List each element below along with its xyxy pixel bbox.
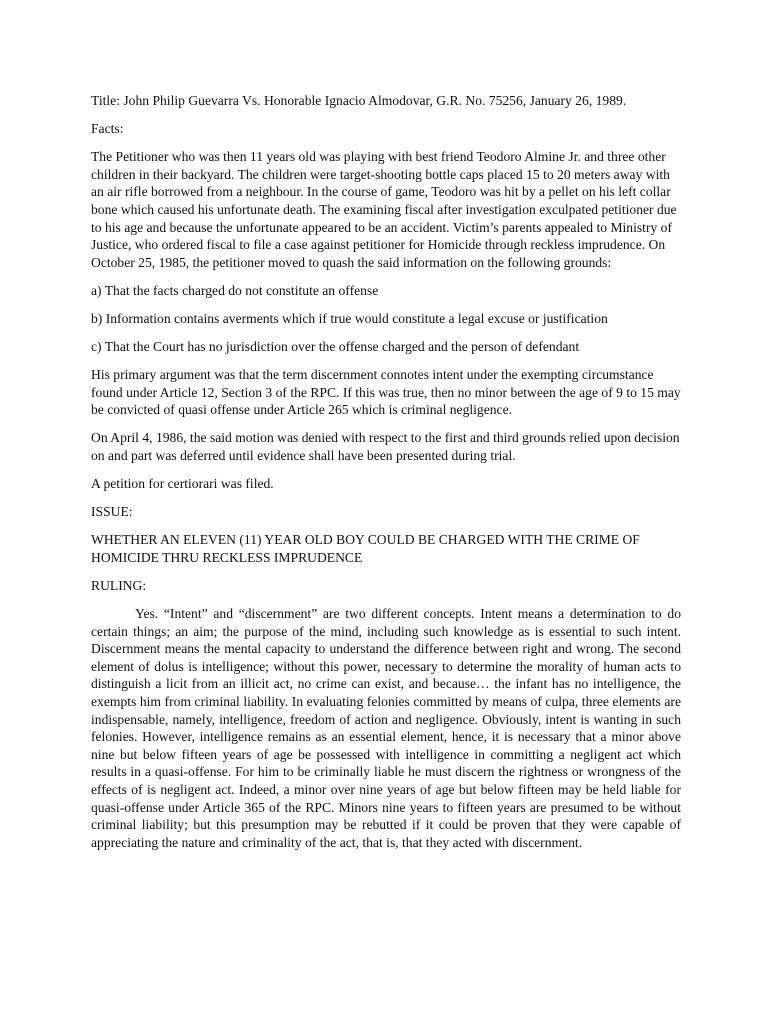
issue-text: WHETHER AN ELEVEN (11) YEAR OLD BOY COULD BE CHARGED WITH THE CRIME OF HOMICIDE THRU RECKLESS IMPRUDENCE <box>91 532 640 565</box>
certiorari-paragraph: A petition for certiorari was filed. <box>91 476 274 492</box>
case-title: Title: John Philip Guevarra Vs. Honorable Ignacio Almodovar, G.R. No. 75256, January 26, 1989. <box>91 93 627 108</box>
facts-paragraph: The Petitioner who was then 11 years old was playing with best friend Teodoro Almine Jr. and three other children in their backyard. The children were target-shooting bottle caps placed 15 to 20 meters away with an air rifle borrowed from a neighbour. In the course of game, Teodoro was hit by a pellet on his left collar bone which caused his unfortunate death. The examining fiscal after investigation exculpated petitioner due to his age and because the unfortunate appeared to be an accident. Victim’s parents appealed to Ministry of Justice, who ordered fiscal to file a case against petitioner for Homicide through reckless imprudence. On October 25, 1985, the petitioner moved to quash the said information on the following grounds: <box>91 149 677 270</box>
april-paragraph: On April 4, 1986, the said motion was denied with respect to the first and third grounds relied upon decision on and part was deferred until evidence shall have been presented during trial. <box>91 430 680 463</box>
ruling-heading: RULING: <box>91 577 147 593</box>
document-page <box>91 92 681 862</box>
ruling-paragraph: Yes. “Intent” and “discernment” are two different concepts. Intent means a determination to do certain things; an aim; the purpose of the mind, including such knowledge as is essential to such intent. Discernment means the mental capacity to understand the difference between right and wrong. The second element of dolus is intelligence; without this power, necessary to determine the morality of human acts to distinguish a licit from an illicit act, no crime can exist, and because… the infant has no intelligence, the exempts him from criminal liability. In evaluating felonies committed by means of culpa, three elements are indispensable, namely, intelligence, freedom of action and negligence. Obviously, intent is wanting in such felonies. However, intelligence remains as an essential element, hence, it is necessary that a minor above nine but below fifteen years of age be possessed with intelligence in committing a negligent act which results in a quasi-offense. For him to be criminally liable he must discern the rightness or wrongness of the effects of is negligent act. Indeed, a minor over nine years of age but below fifteen may be held liable for quasi-offense under Article 365 of the RPC. Minors nine years to fifteen years are presumed to be without criminal liability; but this presumption may be rebutted if it could be proven that they were capable of appreciating the nature and criminality of the act, that is, that they acted with discernment. <box>91 606 681 850</box>
issue-heading: ISSUE: <box>91 504 133 520</box>
ground-a: a) That the facts charged do not constitute an offense <box>91 282 379 298</box>
facts-heading: Facts: <box>91 121 124 137</box>
ground-b: b) Information contains averments which if true would constitute a legal excuse or justification <box>91 310 608 326</box>
ground-c: c) That the Court has no jurisdiction over the offense charged and the person of defendant <box>91 339 580 355</box>
argument-paragraph: His primary argument was that the term discernment connotes intent under the exempting circumstance found under Article 12, Section 3 of the RPC. If this was true, then no minor between the age of 9 to 15 may be convicted of quasi offense under Article 265 which is criminal negligence. <box>91 367 681 418</box>
